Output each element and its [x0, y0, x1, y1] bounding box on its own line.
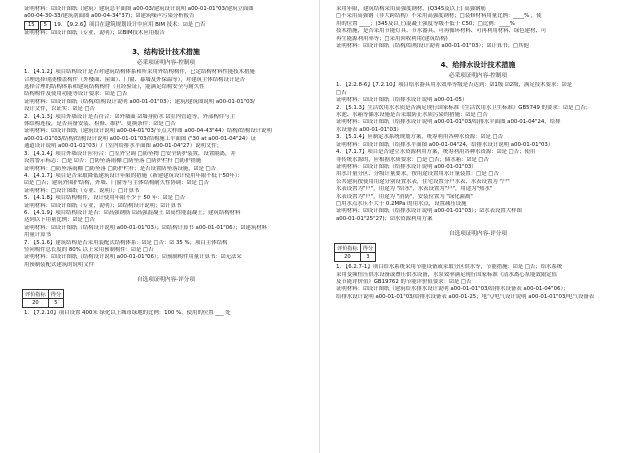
water-measure-line: 证明材料：☑设计图纸（给排水平面图 a00-01-04"24，给排水设计说明 a00-01-01"03） [336, 141, 554, 148]
water-measure-line: 公共建筑按使用用途分别设置水表，住宅设置分户水表、水表设置为 "户" [336, 178, 510, 185]
structure-measure-line: 竖向构件总长度的 80% 以上采用预制构件：☑是 □否 [24, 246, 154, 253]
section-title: 3、结构设计技术措施 [132, 48, 200, 57]
structure-measure-line: 证明材料：☑设计图纸（建筑设计说明 a00-04-01"03/节点大样图 a00-04-43"44）结构/结构设计说明 [24, 128, 272, 135]
item-text: 19. 【9.2.6】项目在建筑规划设计中应用 BIM 技术：☑是 □否 [53, 22, 206, 29]
right-top-lines [322, 6, 634, 50]
score-item-line: 1. 【6.2.7-1】项目给水系统采用节能设备或采取分区供水等，节能措施：☑是 □否；给水系统 [336, 264, 563, 271]
water-measure-line: 水设备表 a00-01-01"03） [336, 126, 402, 133]
water-measure-line: 1. 【2.2.8-6】【7.2.10】项目给水器具用水效率等级是否达到：☑1级 ☑2级，满足技术要求：☑是 [336, 82, 572, 89]
water-measure-line: 用水计量分区、分级计量要求，按用途设置用水计量装置：□是 □否 [336, 171, 499, 178]
water-measure-line: 水表设置为"户"，用途为 "消防"，安装位置为 "绿化灌溉" [336, 193, 473, 200]
section3-lines [10, 69, 322, 269]
water-measure-line: □否 [336, 89, 347, 96]
structure-measure-line: 证明材料：□防坠落雨棚 □防坠落 □防护栏杆；是否设置防坠落设施，☑是 □否 [24, 165, 217, 172]
structure-measure-line: 证明材料：☑设计图纸（专业，说明）；☑结构设计说明；☑计算书 [24, 202, 182, 209]
structure-measure-line: 证明材料：☑设计图纸（结构设计说明 a00-01-01"06）；☑预制构件用量计算书：☑无法采 [24, 254, 242, 261]
score-header: 得分 [360, 244, 375, 253]
bottom-item: 1. 【7.2.10】项目设置 400米 绿化以上城市绿地的比例：100 %，使用的位置 ___ 处 [24, 310, 231, 317]
left-column [10, 0, 322, 453]
score-item-line: 采用变频恒压供水设备或叠压供水设备，水泵效率满足现行国家标准《清水离心泵能效限定值 [336, 271, 558, 278]
structure-measure-line: 用量计算书 [24, 232, 51, 239]
score-item-line: 给排水设计说明 a00-01-01"03/给排水设备表 a00-01-25；电气/电气设计说明 a00-01-01"03/电气设备表 [336, 293, 595, 300]
self-eval-note: 自选项证明内容-评分项 [449, 231, 507, 238]
score-table [334, 243, 376, 262]
section4-lines [322, 82, 634, 223]
right-top-line: 证明材料：☑设计图纸（结构/结构设计说明 a00-01-01"03）；☑计算书；□其他 [336, 43, 529, 50]
score-item-line: 证明材料：☑设计图纸（建筑给水排水设计说明 a00-01-01"03/给排水设备表 a00-01-04"06）； [336, 286, 569, 293]
structure-measure-line: 3. 【4.1.4】项目外墙设计应符合：□室外空调 □防坠物 □安全防护装置，设置隔离，并 [24, 150, 236, 157]
right-top-line: 用的位置 ____；(345及以上)混凝土强度等级不低于 C50；□比例：____% [336, 20, 515, 27]
left-top-line: 证明材料：☑设计图纸（专业，说明）；☑BIM技术应用报告 [24, 29, 165, 36]
water-measure-line: 证明材料：☑设计图纸（给排水设计说明 a00-01-01"03）；☑水表设置大样图 [336, 208, 522, 215]
section-subtitle: 必采项证明内容-控制项 [137, 60, 195, 67]
structure-measure-line: 1. 【4.1.2】项目结构设计是否对建筑结构体系和所采用外结构构件，已定结构材料性能技术措施 [24, 69, 255, 76]
structure-measure-line: 设计文件，以证实：☑是 □否 [24, 106, 95, 113]
structure-measure-line: 选择合理的结构体系和建筑结构构件（且经验证），能满足结构安全与耐久性 [24, 84, 205, 91]
water-measure-line: 证明材料：☑设计图纸（给排水设计说明 a00-01-05） [336, 97, 468, 104]
structure-measure-line: 7. 【5.1.6】建筑结构是否采用装配式结构体系：☑是 □否：☑ 35 %；项目主体结构 [24, 239, 228, 246]
right-top-line: 再生能源利用率等；□采用回收利用(建筑结构) [336, 35, 448, 42]
structure-measure-line: 证明材料：☑设计图纸（结构设计说明 a00-01-01"03）；☑结构计算书 a00-01-01"06）；☑建筑材料 [24, 224, 268, 231]
structure-measure-line: 证明材料：□设计图纸（专业、说明）；□计算书 [24, 187, 140, 194]
structure-measure-line: 6. 【4.1.9】项目结构设计是否：☑高强钢筋 ☑高强混凝土 ☑高性能混凝土；建筑结构材料 [24, 209, 241, 216]
left-top-line: 证明材料：☑设计图纸（建筑）建筑总平面图 a00-03/建筑设计说明 a00-01-01"03/建筑立面图 [24, 6, 254, 12]
right-top-line: 采用年限，建筑结构采用高强度钢材，(Q345及以上) 高强钢筋 [336, 6, 486, 12]
water-measure-line: 证明材料：☑设计图纸（给排水设计说明 a00-01-01"03/给排水平面图 a00-01-04"24，给排 [336, 119, 561, 126]
structure-measure-line: 证明材料：☑设计图纸（结构/结构设计说明 a00-01-01"03）；建筑/建筑图说明 a00-01-01"03/ [24, 98, 255, 105]
structure-measure-line: 设置警示标志：□是 ☑否：□防坠落雨棚 □防坠落 □防护栏杆 □防护措施 [24, 158, 202, 165]
water-measure-line: 证明材料：☑设计图纸（给排水设计说明 a00-01-01"03） [336, 163, 477, 170]
water-measure-line: a00-01-01"25"27)；☑水资源利用方案 [336, 215, 433, 222]
score-value: 20 [335, 253, 361, 262]
water-measure-line: 水池、水箱等储水设施是否采取防止水质污染的措施：☑是 □否 [336, 112, 488, 119]
score-box: 5 [40, 21, 51, 30]
structure-measure-line: 达到以下用量比例：☑是 □否 [24, 217, 95, 224]
score-value: 3 [360, 253, 375, 262]
structure-measure-line: 结构构件及使用功能等设计要求：☑是 □否 [24, 91, 128, 98]
water-measure-line: 2. 【5.1.3】生活饮用水水质是否满足现行国家标准《生活饮用水卫生标准》GB5749 的要求：☑是 □否； [336, 104, 591, 111]
structure-measure-line: ☑是 □否；建筑外围护结构，外墙、门窗等与主体结构耐久性协调：☑是 □否 [24, 180, 209, 187]
water-measure-line: 水表设置为"户"，用途为 "给水"，水表设置为"户"，用途为"热水" [336, 186, 493, 193]
right-top-line: □不采用高强钢（非大跨结构）不采用高强度钢材；□装修材料用量比例：____% ，使 [336, 13, 542, 20]
right-top-line: 技术措施，是否采用节能灯具、节水器具、可再循环材料、可再利用材料、绿色建材、可 [336, 28, 547, 35]
score-value: 20 [23, 299, 49, 308]
score-box: 15 [24, 21, 39, 30]
structure-measure-line: 通道设计说明 a00-01-01"03）/（室内给排水平面图 a00-01-04"27）说明文件； [24, 143, 223, 150]
score-header: 评价指标 [23, 290, 49, 299]
structure-measure-line: 4. 【4.1.7】项目是否采取降低建筑设计年限的措施（新建建筑设计使用年限不低于50年）： [24, 172, 243, 179]
score-header: 得分 [48, 290, 63, 299]
self-eval-note: 自选项证明内容-评分项 [137, 277, 195, 284]
structure-measure-line: 5. 【4.1.8】项目结构构件，设计使用年限不少于 50 年：☑是 □否 [24, 195, 186, 202]
score-value: 5 [48, 299, 63, 308]
structure-measure-line: 体结构连接，是否具备安装、检修、维护、更换条件：☑是 □否 [24, 121, 176, 128]
score-header: 评价指标 [335, 244, 361, 253]
water-measure-line: 非传统水源的，应根据水质要求：□是 □否；储水箱：☑是 □否 [336, 156, 489, 163]
score-item-line: 及节能评价值》GB19762 的节能评价值要求：☑是 □否 [336, 278, 472, 285]
left-top-line: a00-04-30-33/建筑剖面图 a00-04-34"37)；☑建筑噪声污染分析报告 [24, 13, 195, 20]
section-subtitle: 必采项证明内容-控制项 [449, 73, 507, 80]
score-inline-row [24, 21, 322, 30]
score-table [22, 289, 64, 308]
score-item-lines [322, 264, 634, 301]
water-measure-line: 3. 【5.1.4】应制定水系统规划方案，统筹利用各种水资源：☑是 □否 [336, 134, 503, 141]
water-measure-line: □用水点水压不大于 0.2MPa 的用水点，设置减压设施 [336, 200, 467, 207]
structure-measure-line: 合理选择现浇楼盖构件（外楼面、屋面）、门窗、幕墙及外保温等），对建筑主体结构设计是否 [24, 76, 246, 83]
right-column [322, 0, 634, 453]
section-title: 4、给排水设计技术措施 [440, 61, 516, 70]
structure-measure-line: 用预制装配式建筑的说明文件 [24, 261, 95, 268]
water-measure-line: 4. 【7.1.7】项目是否建立水资源利用方案，统筹利用各种水资源：☑是 □否；使用 [336, 149, 536, 156]
structure-measure-line: a00-01-01"03/结构/结构设计说明 a00-01-01"03/结构施工平面图 ("30 at a00-01-04"24）证 [24, 135, 257, 142]
structure-measure-line: 2. 【4.1.3】项目外墙设计是否符合：☑外墙面 ☑墙身防水 ☑室内管道等，外部构件与主 [24, 113, 235, 120]
